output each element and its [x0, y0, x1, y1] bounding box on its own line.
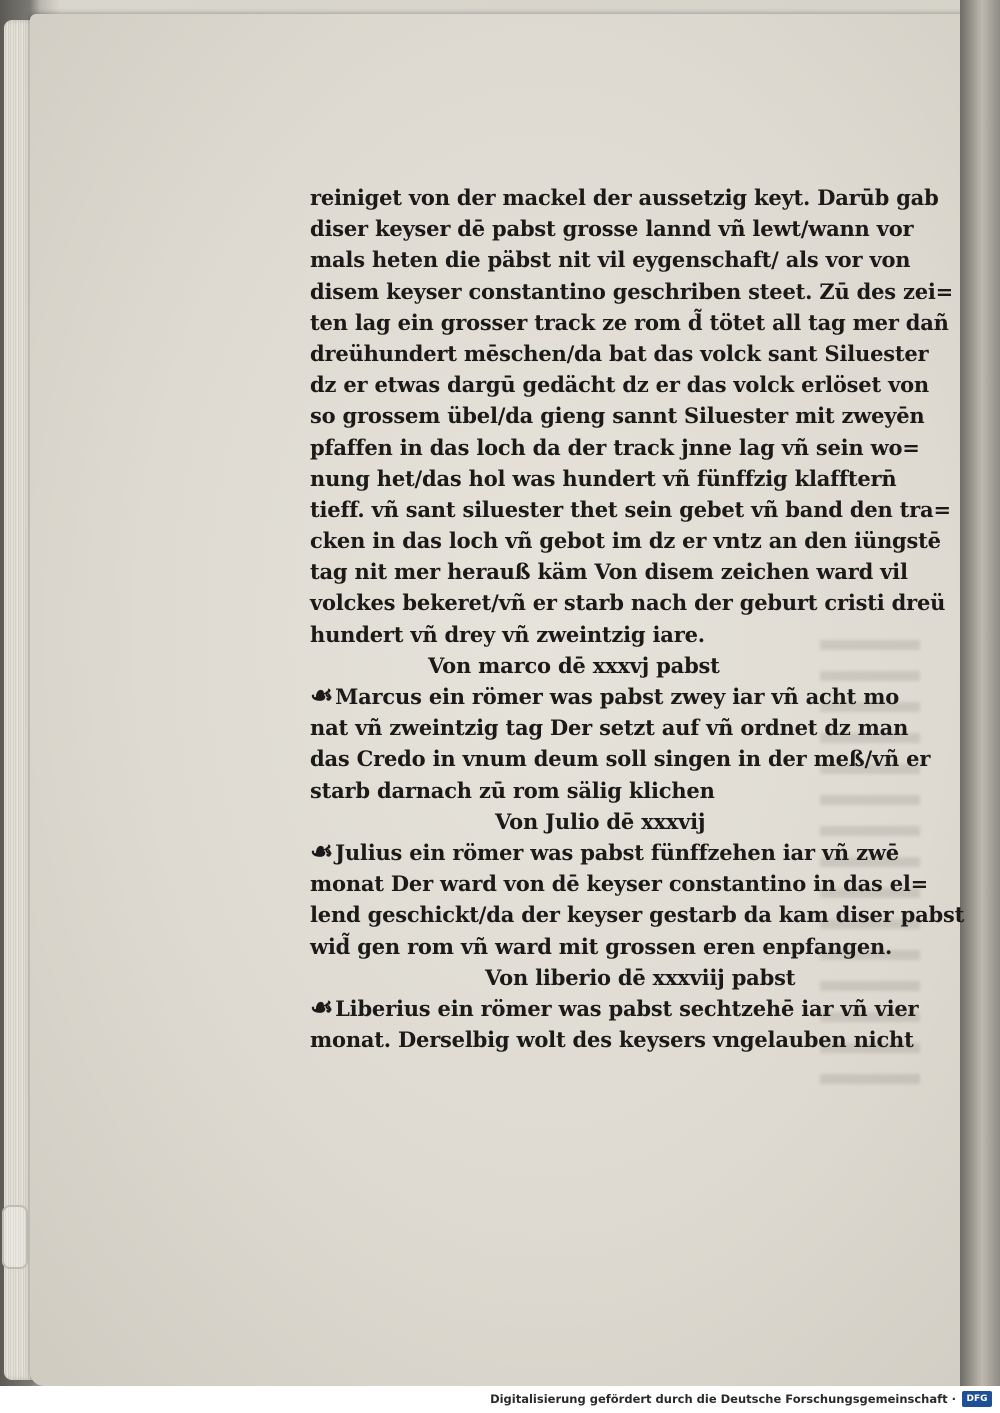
line-text: cken in das loch vñ gebot im dz er vntz an den iüngstē — [310, 528, 941, 554]
paragraph-start-line — [310, 681, 900, 712]
line-text: nat vñ zweintzig tag Der setzt auf vñ ordnet dz man — [310, 715, 909, 741]
line-text: disem keyser constantino geschriben steet. Zū des zei= — [310, 278, 954, 304]
line-text: Von marco dē xxxvj pabst — [428, 652, 720, 678]
text-line — [310, 556, 908, 587]
footer-bar — [0, 1386, 1000, 1413]
line-text: volckes bekeret/vñ er starb nach der geburt cristi dreü — [310, 590, 946, 616]
line-text: dreühundert mēschen/da bat das volck sant Siluester — [310, 340, 929, 366]
body-text — [310, 182, 965, 1055]
book-gutter — [960, 0, 1000, 1413]
text-line — [310, 400, 925, 431]
text-line — [310, 432, 920, 463]
funding-credit: Digitalisierung gefördert durch die Deutsche Forschungsgemeinschaft · — [490, 1392, 956, 1406]
line-text: nung het/das hol was hundert vñ fünffzig klafftern̄ — [310, 465, 897, 491]
paragraph-start-line — [310, 836, 899, 868]
text-line — [310, 494, 951, 525]
text-line — [310, 244, 911, 275]
text-line — [310, 1024, 914, 1055]
line-text: starb darnach zū rom sälig klichen — [310, 777, 715, 803]
text-line — [310, 369, 929, 400]
dfg-logo[interactable]: DFG — [962, 1391, 992, 1407]
line-text: dz er etwas dargū gedächt dz er das volck erlöset von — [310, 372, 929, 398]
page-clip — [2, 1205, 28, 1269]
line-text: tieff. vñ sant siluester thet sein gebet vñ band den tra= — [310, 496, 951, 522]
text-line — [310, 868, 929, 899]
text-line — [310, 463, 897, 494]
text-line — [310, 712, 909, 743]
line-text: hundert vñ drey vñ zweintzig iare. — [310, 621, 705, 647]
pilcrow-icon: ☙ — [310, 992, 334, 1023]
line-text: reiniget von der mackel der aussetzig keyt. Darūb gab — [310, 185, 939, 210]
section-heading — [310, 806, 885, 837]
line-text: Marcus ein römer was pabst zwey iar vñ acht mo — [335, 684, 900, 709]
section-heading — [310, 962, 885, 993]
section-heading — [310, 650, 885, 681]
line-text: ten lag ein grosser track ze rom d̃ tötet all tag mer dañ — [310, 309, 949, 335]
line-text: so grossem übel/da gieng sannt Siluester mit zweyēn — [310, 403, 925, 429]
text-line — [310, 931, 893, 962]
text-line — [310, 525, 941, 556]
text-line — [310, 307, 949, 338]
text-line — [310, 338, 929, 369]
text-line — [310, 899, 965, 930]
text-line — [310, 213, 914, 244]
line-text: das Credo in vnum deum soll singen in der meß/vñ er — [310, 746, 931, 772]
text-line — [310, 743, 931, 774]
line-text: pfaffen in das loch da der track jnne lag vñ sein wo= — [310, 434, 920, 460]
text-line — [310, 587, 946, 618]
line-text: Liberius ein römer was pabst sechtzehē iar vñ vier — [335, 995, 919, 1021]
line-text: monat Der ward von dē keyser constantino in das el= — [310, 871, 929, 897]
line-text: mals heten die päbst nit vil eygenschaft/ als vor von — [310, 247, 911, 273]
line-text: diser keyser dē pabst grosse lannd vñ lewt/wann vor — [310, 216, 914, 242]
line-text: monat. Derselbig wolt des keysers vngelauben nicht — [310, 1027, 914, 1053]
pilcrow-icon: ☙ — [310, 681, 334, 711]
text-line — [310, 775, 885, 806]
line-text: Von liberio dē xxxviij pabst — [485, 964, 796, 990]
line-text: wid̃ gen rom vñ ward mit grossen eren enpfangen. — [310, 933, 893, 959]
text-line — [310, 276, 954, 307]
paragraph-start-line — [310, 992, 919, 1024]
line-text: tag nit mer herauß käm Von disem zeichen ward vil — [310, 559, 908, 585]
line-text: Julius ein römer was pabst fünffzehen iar vñ zwē — [335, 839, 899, 865]
pilcrow-icon: ☙ — [310, 836, 334, 867]
text-line — [310, 182, 939, 213]
text-line — [310, 619, 885, 650]
line-text: lend geschickt/da der keyser gestarb da kam diser pabst — [310, 902, 965, 928]
line-text: Von Julio dē xxxvij — [495, 808, 706, 834]
